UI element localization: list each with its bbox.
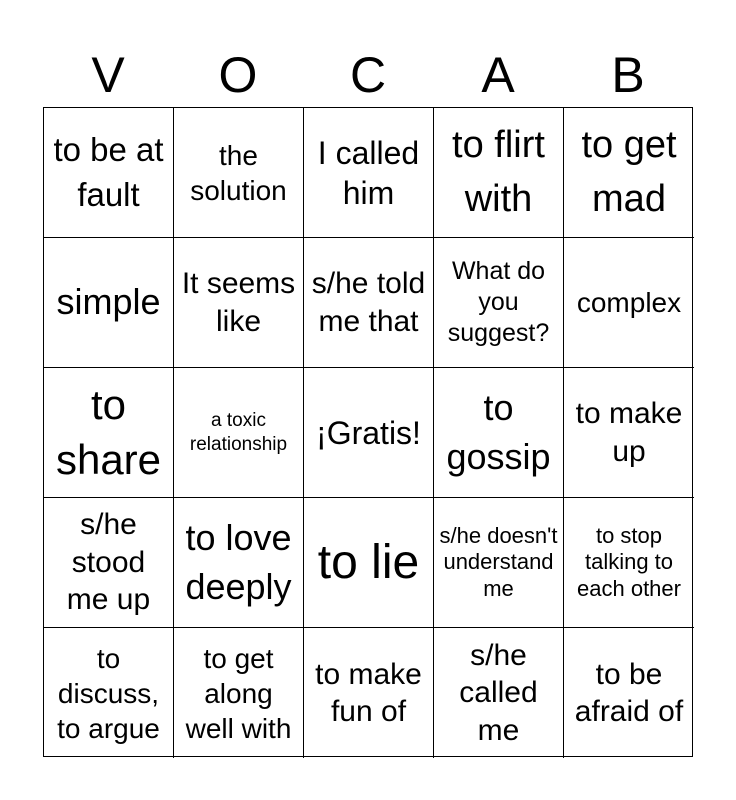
cell-text: simple [56, 281, 161, 323]
cell-text: to get mad [581, 124, 677, 220]
bingo-header [43, 44, 693, 106]
bingo-cell[interactable] [44, 628, 174, 758]
cell-text: complex [576, 287, 682, 318]
bingo-cell[interactable] [44, 498, 174, 628]
bingo-cell[interactable] [434, 368, 564, 498]
bingo-cell[interactable] [304, 628, 434, 758]
cell-text: to share [55, 380, 162, 483]
bingo-cell[interactable] [44, 108, 174, 238]
bingo-cell[interactable] [174, 498, 304, 628]
bingo-cell[interactable] [174, 368, 304, 498]
bingo-cell[interactable] [434, 498, 564, 628]
cell-text: to make up [575, 397, 683, 468]
bingo-cell[interactable] [434, 628, 564, 758]
cell-text: to flirt with [452, 124, 545, 220]
cell-text: s/he stood me up [66, 508, 151, 617]
cell-text: s/he doesn't understand me [439, 522, 558, 601]
cell-text: to make fun of [315, 657, 422, 728]
bingo-cell[interactable] [564, 498, 694, 628]
bingo-cell[interactable] [44, 238, 174, 368]
cell-text: the solution [190, 139, 287, 206]
bingo-cell[interactable] [44, 368, 174, 498]
bingo-cell[interactable] [304, 498, 434, 628]
header-letter-a: A [481, 47, 515, 103]
cell-text: to get along well with [185, 642, 292, 744]
cell-text: It seems like [181, 267, 296, 338]
cell-text: to stop talking to each other [577, 522, 681, 601]
bingo-cell[interactable] [304, 238, 434, 368]
bingo-cell[interactable] [434, 238, 564, 368]
cell-text: What do you suggest? [447, 256, 550, 348]
bingo-cell[interactable] [304, 368, 434, 498]
bingo-cell[interactable] [304, 108, 434, 238]
cell-text: ¡Gratis! [316, 414, 421, 451]
cell-text: to lie [317, 535, 420, 589]
header-letter-c: C [349, 47, 387, 103]
bingo-cell[interactable] [174, 238, 304, 368]
cell-text: s/he told me that [311, 267, 426, 338]
cell-text: a toxic relationship [189, 409, 288, 455]
bingo-cell[interactable] [564, 628, 694, 758]
header-letter-v: V [91, 47, 125, 103]
bingo-card [43, 107, 693, 757]
cell-text: to discuss, to argue [57, 642, 160, 744]
cell-text: to be afraid of [574, 657, 684, 728]
cell-text: s/he called me [459, 638, 538, 747]
bingo-cell[interactable] [174, 108, 304, 238]
header-letter-b: B [611, 47, 645, 103]
cell-text: to love deeply [185, 516, 292, 607]
bingo-cell[interactable] [564, 368, 694, 498]
bingo-cell[interactable] [174, 628, 304, 758]
bingo-cell[interactable] [564, 108, 694, 238]
cell-text: to be at fault [53, 130, 164, 213]
bingo-cell[interactable] [564, 238, 694, 368]
header-letter-o: O [218, 47, 258, 103]
bingo-cell[interactable] [434, 108, 564, 238]
cell-text: to gossip [446, 386, 551, 477]
cell-text: I called him [317, 134, 420, 211]
